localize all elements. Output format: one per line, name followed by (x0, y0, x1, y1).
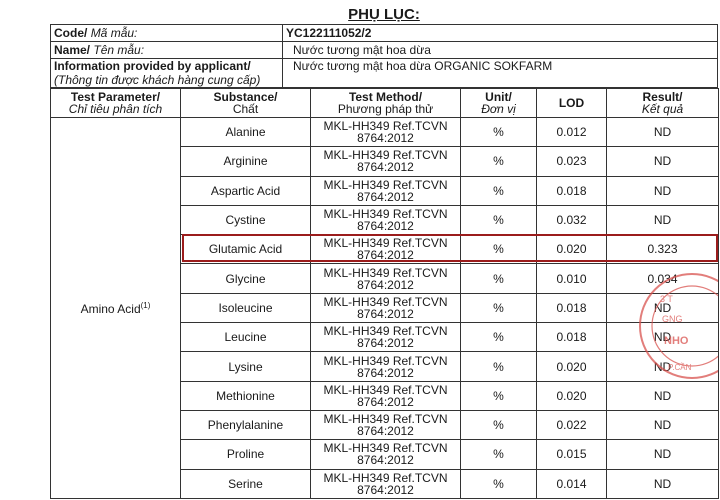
result-cell: ND (607, 176, 719, 205)
result-cell: 0.034 (607, 264, 719, 293)
table-row (51, 118, 719, 147)
method-cell (311, 264, 461, 293)
method-line-2: 8764:2012 (357, 394, 414, 409)
method-line-2: 8764:2012 (357, 189, 414, 204)
results-table (50, 88, 719, 499)
result-cell: ND (607, 323, 719, 352)
result-cell: ND (607, 118, 719, 147)
code-value: YC122111052/2 (283, 25, 718, 42)
parameter-cell (51, 118, 181, 499)
method-line-2: 8764:2012 (357, 248, 414, 263)
method-cell (311, 235, 461, 264)
code-label: Code/ (54, 26, 88, 40)
column-header-row (51, 89, 719, 118)
lod-cell: 0.032 (537, 205, 607, 234)
unit-cell: % (461, 264, 537, 293)
result-cell: ND (607, 381, 719, 410)
method-line-2: 8764:2012 (357, 453, 414, 468)
method-line-2: 8764:2012 (357, 131, 414, 146)
col-header-method (311, 89, 461, 118)
method-line-1: MKL-HH349 Ref.TCVN (323, 324, 448, 339)
lod-cell: 0.020 (537, 235, 607, 264)
unit-cell: % (461, 469, 537, 498)
method-line-1: MKL-HH349 Ref.TCVN (323, 177, 448, 192)
method-cell (311, 352, 461, 381)
method-line-2: 8764:2012 (357, 160, 414, 175)
method-line-1: MKL-HH349 Ref.TCVN (323, 265, 448, 280)
result-cell: 0.323 (607, 235, 719, 264)
method-line-1: MKL-HH349 Ref.TCVN (323, 236, 448, 251)
document-title: PHỤ LỤC: (348, 6, 420, 23)
col-result-vi: Kết quả (641, 102, 684, 116)
unit-cell: % (461, 176, 537, 205)
method-line-2: 8764:2012 (357, 336, 414, 351)
col-substance-vi: Chất (232, 102, 259, 116)
lod-cell: 0.015 (537, 440, 607, 469)
unit-cell: % (461, 440, 537, 469)
substance-cell: Isoleucine (181, 293, 311, 322)
result-cell: ND (607, 147, 719, 176)
unit-cell: % (461, 410, 537, 439)
parameter-footnote: (1) (140, 301, 151, 311)
col-header-param (51, 89, 181, 118)
col-result-en: Result/ (642, 90, 683, 104)
col-unit-vi: Đơn vị (481, 102, 516, 116)
col-lod: LOD (558, 96, 585, 110)
col-unit-en: Unit/ (485, 90, 512, 104)
method-cell (311, 147, 461, 176)
result-cell: ND (607, 205, 719, 234)
method-line-1: MKL-HH349 Ref.TCVN (323, 441, 448, 456)
lod-cell: 0.023 (537, 147, 607, 176)
info-label: Information provided by applicant/ (54, 59, 251, 73)
lod-cell: 0.020 (537, 352, 607, 381)
name-value: Nước tương mật hoa dừa (283, 42, 718, 59)
result-cell: ND (607, 352, 719, 381)
lod-cell: 0.018 (537, 293, 607, 322)
svg-text:3 T: 3 T (660, 294, 673, 304)
lod-cell: 0.014 (537, 469, 607, 498)
result-cell: ND (607, 293, 719, 322)
method-line-1: MKL-HH349 Ref.TCVN (323, 470, 448, 485)
result-cell: ND (607, 469, 719, 498)
unit-cell: % (461, 293, 537, 322)
lod-cell: 0.020 (537, 381, 607, 410)
unit-cell: % (461, 235, 537, 264)
col-param-en: Test Parameter/ (70, 90, 161, 104)
substance-cell: Methionine (181, 381, 311, 410)
lod-cell: 0.012 (537, 118, 607, 147)
substance-cell: Alanine (181, 118, 311, 147)
parameter-label: Amino Acid (80, 302, 141, 317)
method-line-1: MKL-HH349 Ref.TCVN (323, 148, 448, 163)
svg-text:NHO: NHO (664, 335, 689, 347)
method-cell (311, 410, 461, 439)
sample-info-table (50, 24, 718, 88)
lod-cell: 0.018 (537, 176, 607, 205)
lod-cell: 0.022 (537, 410, 607, 439)
result-cell: ND (607, 440, 719, 469)
svg-text:GNG: GNG (662, 314, 683, 324)
substance-cell: Serine (181, 469, 311, 498)
info-value: Nước tương mật hoa dừa ORGANIC SOKFARM (283, 59, 718, 88)
method-cell (311, 469, 461, 498)
lod-cell: 0.010 (537, 264, 607, 293)
method-cell (311, 440, 461, 469)
info-label-vi: (Thông tin được khách hàng cung cấp) (54, 73, 261, 87)
method-line-1: MKL-HH349 Ref.TCVN (323, 353, 448, 368)
substance-cell: Lysine (181, 352, 311, 381)
method-line-1: MKL-HH349 Ref.TCVN (323, 382, 448, 397)
method-line-1: MKL-HH349 Ref.TCVN (323, 412, 448, 427)
col-substance-en: Substance/ (213, 90, 278, 104)
method-cell (311, 381, 461, 410)
col-header-result (607, 89, 719, 118)
method-cell (311, 293, 461, 322)
name-label-cell (51, 42, 283, 59)
method-cell (311, 323, 461, 352)
col-header-substance (181, 89, 311, 118)
substance-cell: Cystine (181, 205, 311, 234)
col-param-vi: Chỉ tiêu phân tích (68, 102, 163, 116)
method-line-2: 8764:2012 (357, 424, 414, 439)
unit-cell: % (461, 118, 537, 147)
report-appendix (50, 6, 718, 499)
result-cell: ND (607, 410, 719, 439)
method-line-2: 8764:2012 (357, 219, 414, 234)
info-label-cell (51, 59, 283, 88)
substance-cell: Proline (181, 440, 311, 469)
method-line-2: 8764:2012 (357, 482, 414, 497)
method-line-2: 8764:2012 (357, 277, 414, 292)
method-line-2: 8764:2012 (357, 306, 414, 321)
name-label-vi: Tên mẫu: (93, 43, 145, 57)
unit-cell: % (461, 352, 537, 381)
code-label-cell (51, 25, 283, 42)
unit-cell: % (461, 381, 537, 410)
method-line-2: 8764:2012 (357, 365, 414, 380)
substance-cell: Aspartic Acid (181, 176, 311, 205)
substance-cell: Arginine (181, 147, 311, 176)
name-label: Name/ (54, 43, 91, 57)
method-cell (311, 118, 461, 147)
method-line-1: MKL-HH349 Ref.TCVN (323, 294, 448, 309)
substance-cell: Phenylalanine (181, 410, 311, 439)
col-method-en: Test Method/ (348, 90, 423, 104)
lod-cell: 0.018 (537, 323, 607, 352)
method-line-1: MKL-HH349 Ref.TCVN (323, 119, 448, 134)
substance-cell: Leucine (181, 323, 311, 352)
unit-cell: % (461, 205, 537, 234)
col-header-unit (461, 89, 537, 118)
method-cell (311, 205, 461, 234)
method-line-1: MKL-HH349 Ref.TCVN (323, 207, 448, 222)
svg-text:P.CẦN: P.CẦN (668, 363, 692, 372)
substance-cell: Glutamic Acid (181, 235, 311, 264)
unit-cell: % (461, 147, 537, 176)
substance-cell: Glycine (181, 264, 311, 293)
unit-cell: % (461, 323, 537, 352)
col-header-lod (537, 89, 607, 118)
method-cell (311, 176, 461, 205)
col-method-vi: Phương pháp thử (337, 102, 434, 116)
code-label-vi: Mã mẫu: (90, 26, 138, 40)
